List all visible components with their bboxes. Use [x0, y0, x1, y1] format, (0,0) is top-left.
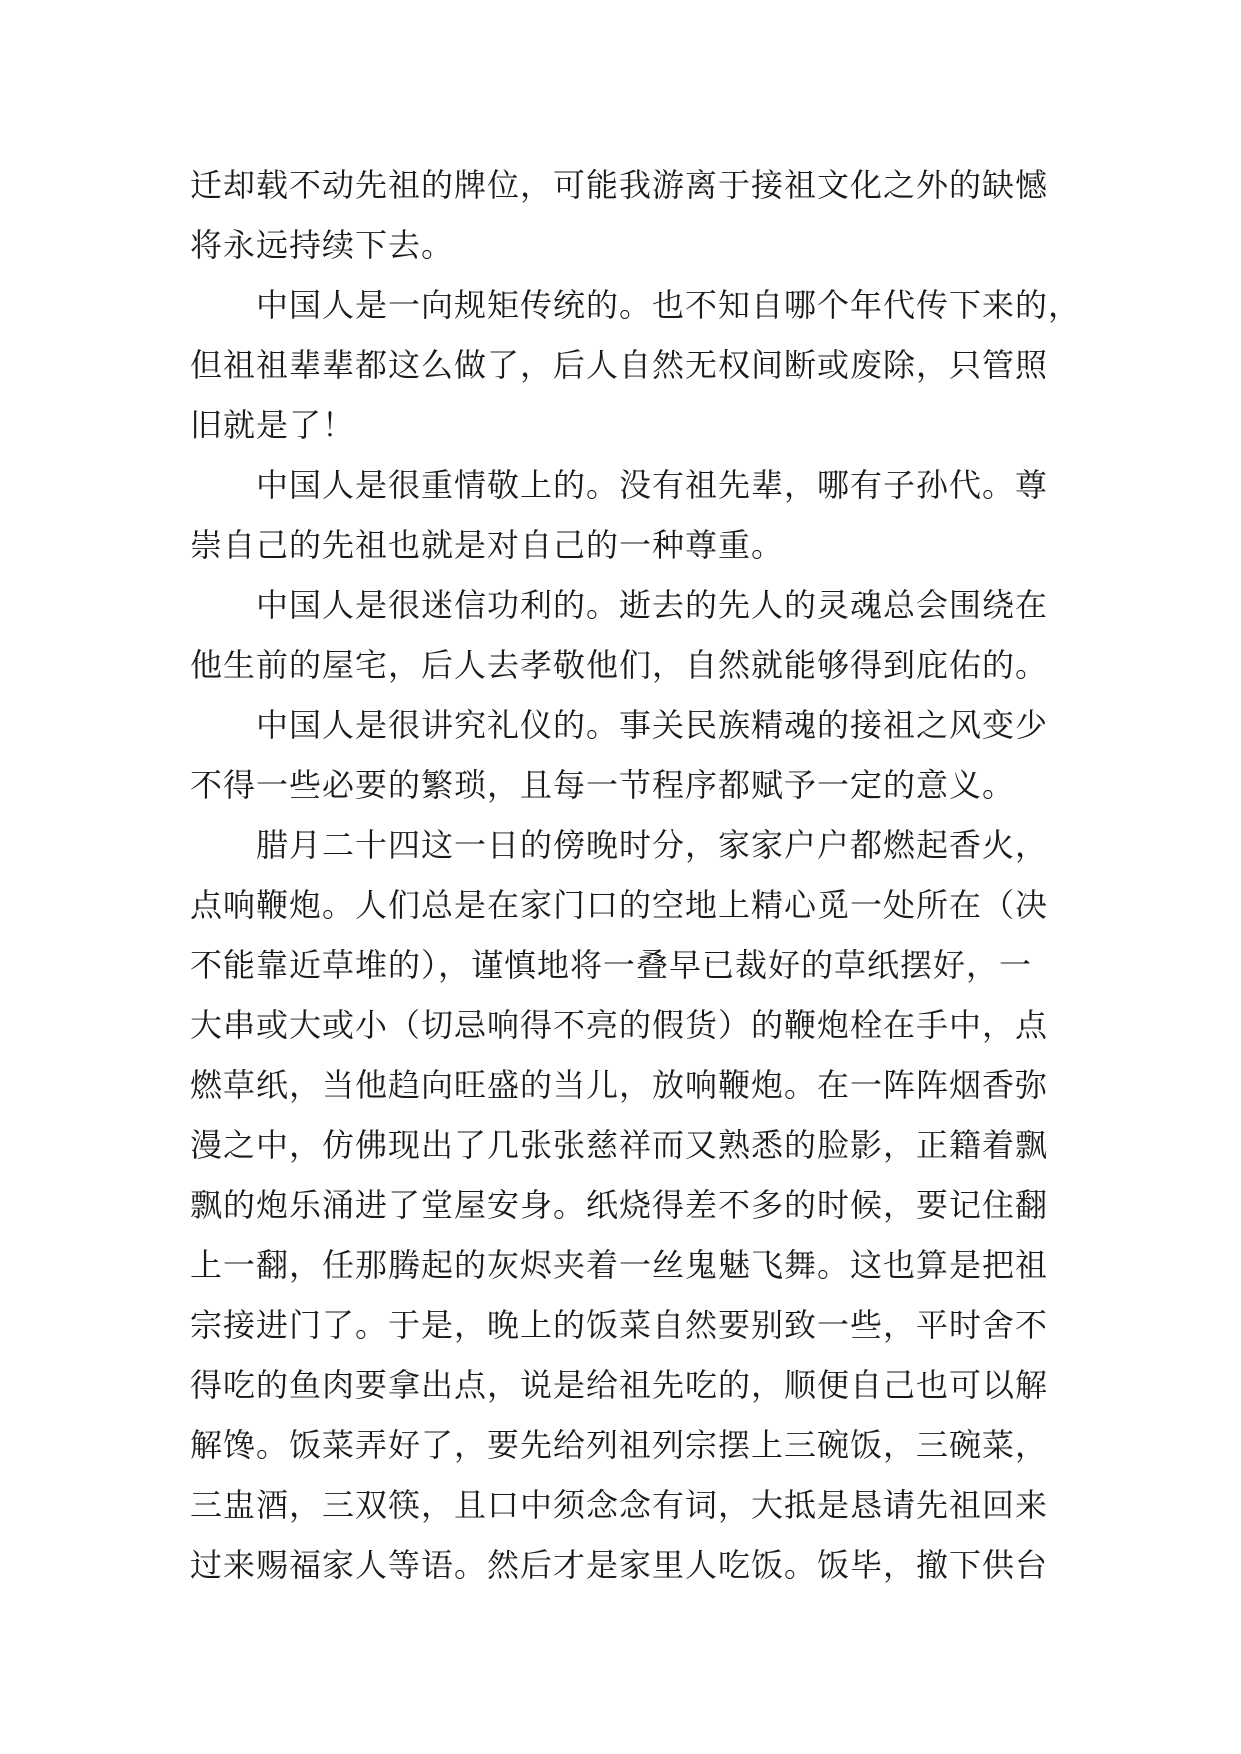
text-line: 漫之中，仿佛现出了几张张慈祥而又熟悉的脸影，正籍着飘 [190, 1126, 1049, 1164]
text-line: 中国人是很重情敬上的。没有祖先辈，哪有子孙代。尊 [256, 466, 1049, 504]
text-line: 解馋。饭菜弄好了，要先给列祖列宗摆上三碗饭，三碗菜， [190, 1426, 1049, 1464]
text-line: 上一翻，任那腾起的灰烬夹着一丝鬼魅飞舞。这也算是把祖 [190, 1246, 1049, 1284]
text-line: 飘的炮乐涌进了堂屋安身。纸烧得差不多的时候，要记住翻 [190, 1186, 1049, 1224]
text-line: 三盅酒，三双筷，且口中须念念有词，大抵是恳请先祖回来 [190, 1486, 1049, 1524]
text-line: 将永远持续下去。 [190, 226, 455, 264]
text-line: 腊月二十四这一日的傍晚时分，家家户户都燃起香火， [256, 826, 1049, 864]
text-line: 得吃的鱼肉要拿出点，说是给祖先吃的，顺便自己也可以解 [190, 1366, 1049, 1404]
text-line: 迁却载不动先祖的牌位，可能我游离于接祖文化之外的缺憾 [190, 166, 1049, 204]
text-line: 点响鞭炮。人们总是在家门口的空地上精心觅一处所在（决 [190, 886, 1049, 924]
text-line: 宗接进门了。于是，晚上的饭菜自然要别致一些，平时舍不 [190, 1306, 1049, 1344]
text-line: 中国人是一向规矩传统的。也不知自哪个年代传下来的， [256, 286, 1082, 324]
text-line: 燃草纸，当他趋向旺盛的当儿，放响鞭炮。在一阵阵烟香弥 [190, 1066, 1049, 1104]
body-text [190, 155, 1090, 1595]
text-line: 旧就是了！ [190, 406, 356, 444]
text-line: 但祖祖辈辈都这么做了，后人自然无权间断或废除，只管照 [190, 346, 1049, 384]
text-line: 他生前的屋宅，后人去孝敬他们，自然就能够得到庇佑的。 [190, 646, 1049, 684]
text-line: 不得一些必要的繁琐，且每一节程序都赋予一定的意义。 [190, 766, 1016, 804]
text-line: 中国人是很迷信功利的。逝去的先人的灵魂总会围绕在 [256, 586, 1049, 624]
text-line: 不能靠近草堆的），谨慎地将一叠早已裁好的草纸摆好，一 [190, 946, 1033, 984]
text-line: 过来赐福家人等语。然后才是家里人吃饭。饭毕，撤下供台 [190, 1546, 1049, 1584]
text-line: 大串或大或小（切忌响得不亮的假货）的鞭炮栓在手中，点 [190, 1006, 1049, 1044]
text-line: 崇自己的先祖也就是对自己的一种尊重。 [190, 526, 785, 564]
text-line: 中国人是很讲究礼仪的。事关民族精魂的接祖之风变少 [256, 706, 1049, 744]
